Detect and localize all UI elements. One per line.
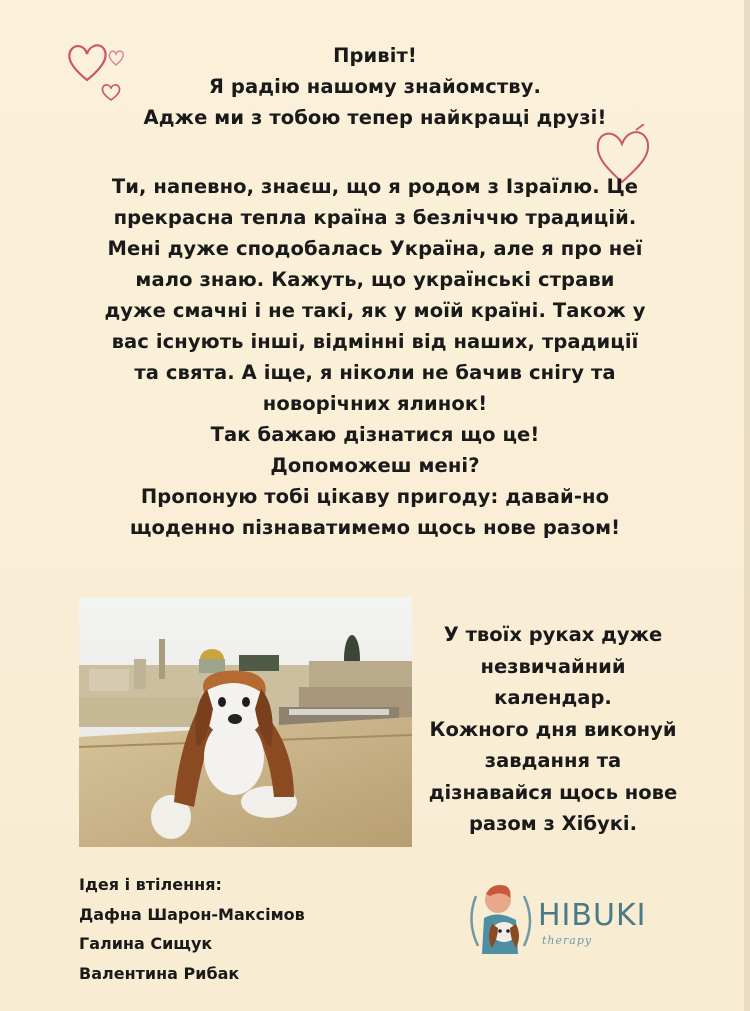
calendar-line: календар. xyxy=(494,686,612,709)
logo-wordmark: HIBUKI xyxy=(538,898,647,933)
greeting-line: Привіт! xyxy=(333,44,417,67)
story-line: щоденно пізнаватимемо щось нове разом! xyxy=(129,516,621,539)
greeting-block xyxy=(40,40,710,133)
story-line: дуже смачні і не такі, як у моїй країні. Також у xyxy=(104,299,646,322)
story-line: Ти, напевно, знаєш, що я родом з Ізраїлю. Це xyxy=(111,175,639,198)
author-name: Валентина Рибак xyxy=(79,963,240,983)
hibuki-logo xyxy=(462,876,647,966)
credits-block xyxy=(79,870,305,988)
story-line: мало знаю. Кажуть, що українські страви xyxy=(135,268,615,291)
story-line: новорічних ялинок! xyxy=(262,392,488,415)
story-line: вас існують інші, відмінні від наших, традиції xyxy=(111,330,639,353)
story-line: Мені дуже сподобалась Україна, але я про неї xyxy=(107,237,643,260)
calendar-line: Кожного дня виконуй xyxy=(429,717,677,741)
greeting-line: Я радію нашому знайомству. xyxy=(208,75,542,98)
calendar-line: У твоїх руках дуже xyxy=(443,623,663,646)
story-line: Пропоную тобі цікаву пригоду: давай-но xyxy=(140,485,610,508)
author-name: Дафна Шарон-Максімов xyxy=(79,904,305,924)
hibuki-logo-mark-icon xyxy=(462,876,542,966)
calendar-line: разом з Хібукі. xyxy=(468,812,638,835)
greeting-line: Адже ми з тобою тепер найкращі друзі! xyxy=(143,106,607,129)
calendar-line: незвичайний xyxy=(480,654,626,678)
credits-heading: Ідея і втілення: xyxy=(79,875,222,894)
calendar-line: завдання та xyxy=(484,749,622,772)
story-block xyxy=(40,171,710,543)
story-line: Допоможеш мені? xyxy=(270,454,480,477)
story-line: Так бажаю дізнатися що це! xyxy=(210,423,540,446)
logo-subtitle: therapy xyxy=(542,934,593,947)
author-name: Галина Сищук xyxy=(79,934,213,953)
calendar-block xyxy=(418,619,688,840)
calendar-line: дізнавайся щось нове xyxy=(428,780,678,804)
hibuki-photo xyxy=(79,597,412,847)
story-line: прекрасна тепла країна з безліччю традицій. xyxy=(113,206,637,229)
page-edge xyxy=(744,0,750,1011)
story-line: та свята. А іще, я ніколи не бачив снігу та xyxy=(134,361,616,384)
